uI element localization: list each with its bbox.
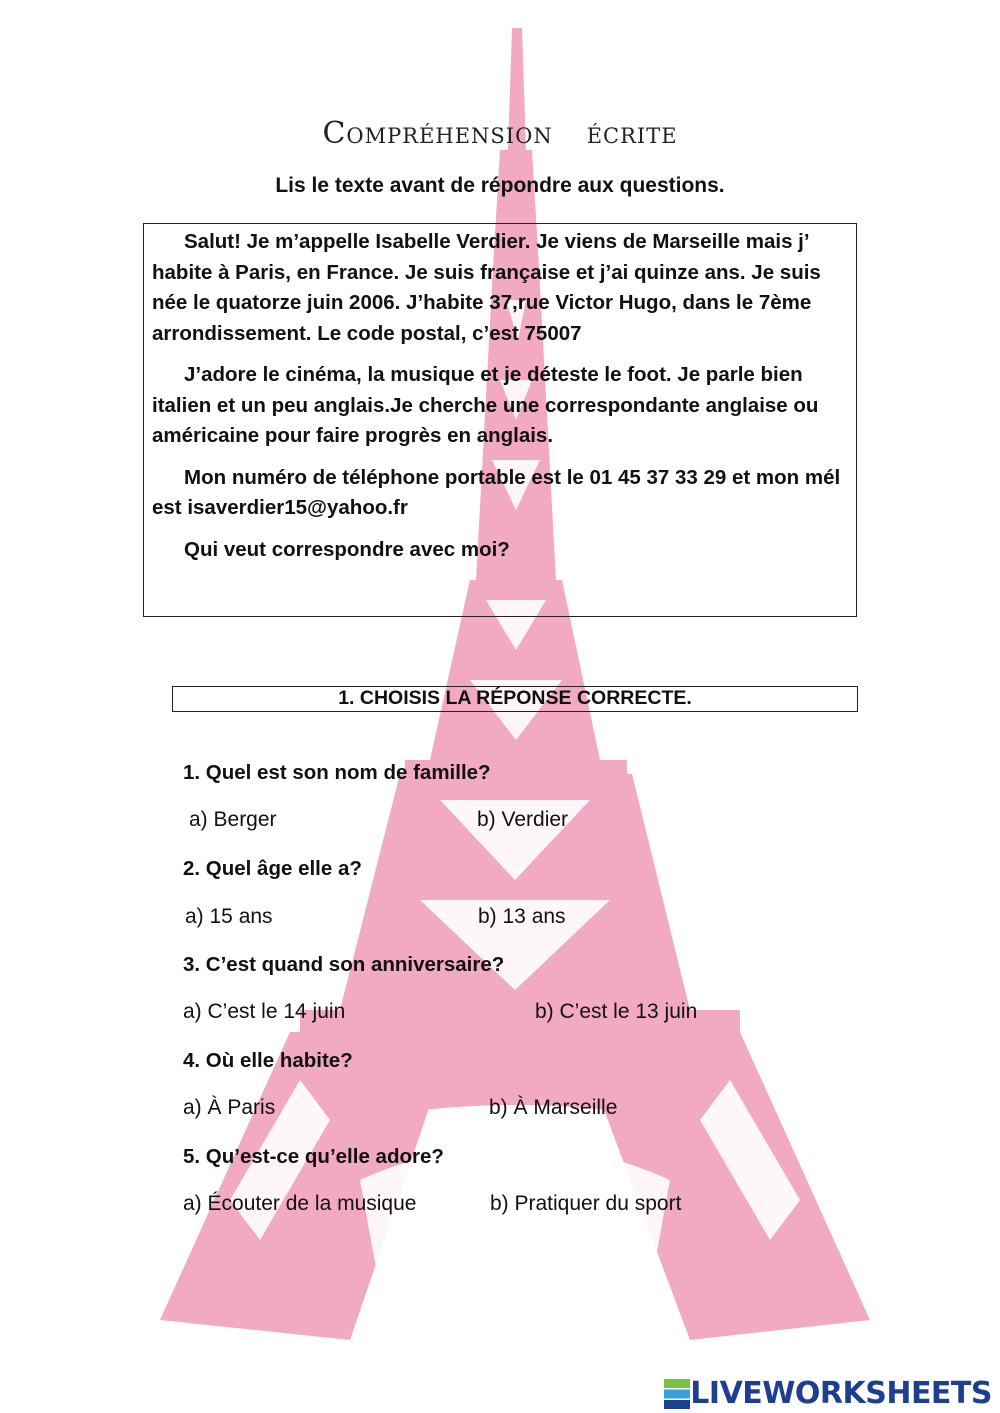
question-3: 3. C’est quand son anniversaire? <box>183 953 505 976</box>
text-paragraph-2: J’adore le cinéma, la musique et je déteste le foot. Je parle bien italien et un peu anglais.Je cherche une correspondante anglaise ou américaine pour faire progrès en anglais. <box>152 363 819 447</box>
question-5: 5. Qu’est-ce qu’elle adore? <box>183 1145 444 1168</box>
instruction: Lis le texte avant de répondre aux questions. <box>275 174 725 197</box>
question-2-option-a[interactable]: a) 15 ans <box>185 905 273 928</box>
question-4-option-a[interactable]: a) À Paris <box>183 1096 276 1119</box>
question-5-option-a[interactable]: a) Écouter de la musique <box>183 1192 417 1215</box>
text-paragraph-4: Qui veut correspondre avec moi? <box>184 537 510 561</box>
question-1: 1. Quel est son nom de famille? <box>183 761 491 784</box>
lws-badge-icon <box>664 1379 690 1409</box>
liveworksheets-logo <box>664 1376 992 1411</box>
title-word-1: Compréhension <box>322 116 553 151</box>
page-title <box>0 116 1000 151</box>
text-paragraph-3: Mon numéro de téléphone portable est le 01 45 37 33 29 et mon mél est isaverdier15@yahoo.fr <box>152 465 841 519</box>
logo-text: LIVEWORKSHEETS <box>690 1376 992 1411</box>
question-3-option-a[interactable]: a) C’est le 14 juin <box>183 1000 346 1023</box>
section-title: 1. CHOISIS LA RÉPONSE CORRECTE. <box>172 686 858 712</box>
question-4-option-b[interactable]: b) À Marseille <box>489 1096 618 1119</box>
question-4: 4. Où elle habite? <box>183 1049 353 1072</box>
question-1-option-b[interactable]: b) Verdier <box>477 808 569 831</box>
title-word-2: écrite <box>586 116 678 151</box>
question-2: 2. Quel âge elle a? <box>183 857 362 880</box>
question-5-option-b[interactable]: b) Pratiquer du sport <box>490 1192 682 1215</box>
text-paragraph-1: Salut! Je m’appelle Isabelle Verdier. Je viens de Marseille mais j’ habite à Paris, en France. Je suis française et j’ai quinze ans. Je suis née le quatorze juin 2006. J’habite 37,rue Victor Hugo, dans le 7ème arrondissement. Le code postal, c’est 75007 <box>152 230 821 345</box>
reading-text-box <box>143 223 857 617</box>
question-2-option-b[interactable]: b) 13 ans <box>478 905 566 928</box>
question-1-option-a[interactable]: a) Berger <box>189 808 277 831</box>
question-3-option-b[interactable]: b) C’est le 13 juin <box>535 1000 698 1023</box>
